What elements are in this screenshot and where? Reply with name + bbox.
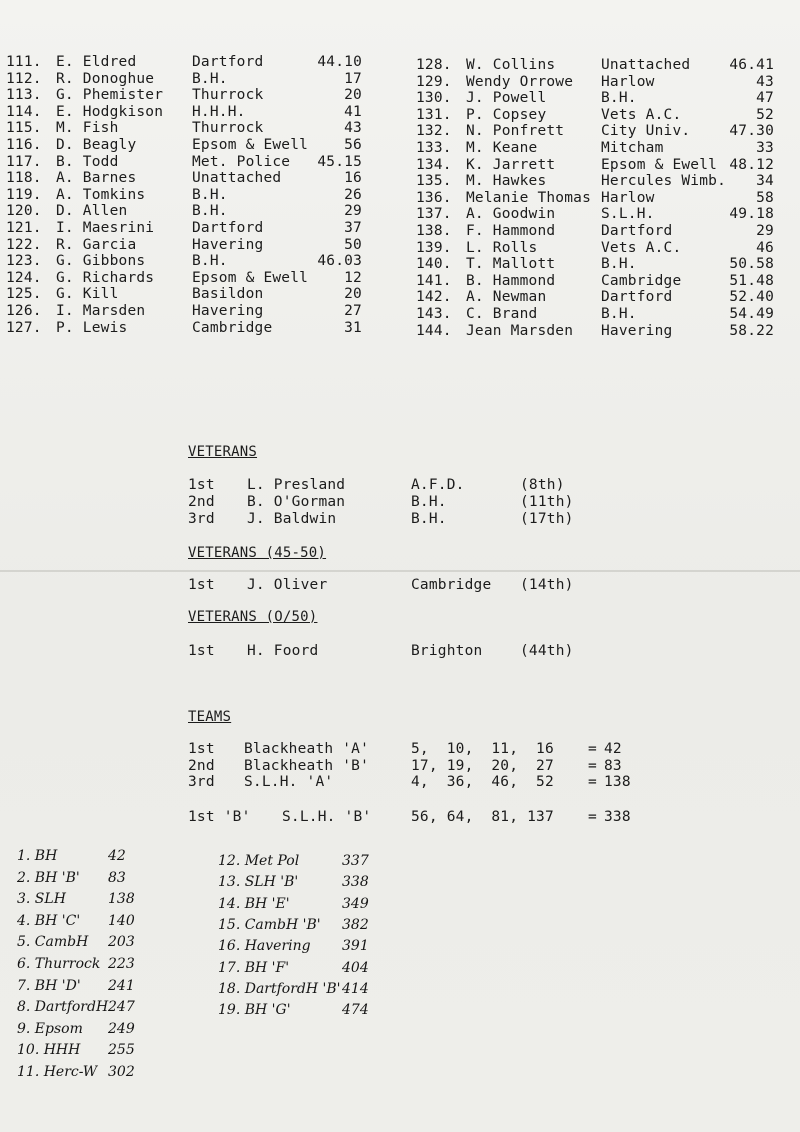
handwritten-team-score: 249 <box>108 1020 135 1037</box>
handwritten-team-label: 3. SLH <box>17 891 66 908</box>
handwritten-team-score: 391 <box>342 938 369 955</box>
veterans-o50-heading: VETERANS (O/50) <box>188 609 318 625</box>
result-position: 129. <box>416 73 452 90</box>
handwritten-team-label: 6. Thurrock <box>17 956 101 972</box>
runner-time: 27 <box>344 303 362 319</box>
result-row <box>6 71 362 88</box>
runner-club: B.H. <box>192 203 228 220</box>
team-name: S.L.H. 'A' <box>244 774 334 790</box>
result-position: 115. <box>6 120 42 137</box>
result-position: 140. <box>416 256 452 273</box>
runner-time: 58.22 <box>729 322 774 339</box>
result-row <box>6 253 362 270</box>
runner-time: 45.15 <box>317 153 362 170</box>
team-scores: 17, 19, 20, 27 <box>411 758 554 774</box>
result-row <box>6 237 362 254</box>
result-position: 111. <box>6 54 42 70</box>
award-place: 1st <box>188 477 215 493</box>
runner-time: 51.48 <box>729 272 774 289</box>
teams-heading: TEAMS <box>188 709 232 725</box>
runner-time: 26 <box>344 186 362 203</box>
result-position: 130. <box>416 90 452 107</box>
runner-time: 20 <box>344 87 362 104</box>
result-row <box>6 154 362 171</box>
runner-club: H.H.H. <box>192 103 246 120</box>
runner-club: City Univ. <box>601 123 691 140</box>
runner-time: 44.10 <box>317 54 362 70</box>
runner-name: Wendy Orrowe <box>466 73 574 90</box>
team-name: Blackheath 'B' <box>244 758 370 774</box>
result-row <box>416 123 774 140</box>
runner-name: A. Tomkins <box>56 186 146 203</box>
result-row <box>416 57 774 74</box>
team-total: 42 <box>604 741 622 757</box>
runner-name: A. Newman <box>466 289 547 306</box>
runner-name: I. Marsden <box>56 303 146 319</box>
runner-club: Vets A.C. <box>601 239 682 256</box>
runner-name: F. Hammond <box>466 223 556 239</box>
runner-name: G. Kill <box>56 286 119 303</box>
result-position: 134. <box>416 156 452 173</box>
award-name: B. O'Gorman <box>247 494 346 510</box>
runner-name: K. Jarrett <box>466 156 556 173</box>
handwritten-team-score: 247 <box>108 999 135 1016</box>
runner-time: 46 <box>756 239 774 256</box>
award-place: 1st <box>188 643 215 659</box>
runner-time: 31 <box>344 319 362 336</box>
runner-time: 43 <box>344 120 362 137</box>
award-name: J. Baldwin <box>247 511 337 527</box>
result-position: 127. <box>6 319 42 336</box>
runner-time: 54.49 <box>729 306 774 322</box>
runner-name: N. Ponfrett <box>466 123 565 140</box>
team-name: Blackheath 'A' <box>244 741 370 757</box>
runner-club: Unattached <box>192 170 282 187</box>
result-row <box>6 203 362 220</box>
result-row <box>416 206 774 223</box>
result-row <box>416 74 774 91</box>
result-row <box>416 273 774 290</box>
runner-club: S.L.H. <box>601 206 655 223</box>
runner-club: Vets A.C. <box>601 106 682 123</box>
result-position: 137. <box>416 206 452 223</box>
handwritten-team-score: 140 <box>108 912 135 929</box>
runner-name: G. Richards <box>56 269 155 286</box>
handwritten-team-label: 18. DartfordH 'B' <box>218 980 341 997</box>
runner-time: 16 <box>344 170 362 187</box>
result-row <box>6 303 362 320</box>
runner-name: P. Copsey <box>466 106 547 123</box>
team-scores: 56, 64, 81, 137 <box>411 809 554 825</box>
result-position: 142. <box>416 289 452 306</box>
award-place: 1st <box>188 577 215 593</box>
result-position: 143. <box>416 306 452 322</box>
result-row <box>6 170 362 187</box>
handwritten-team-score: 83 <box>108 869 126 886</box>
handwritten-team-label: 17. BH 'F' <box>218 959 290 976</box>
award-place: 3rd <box>188 511 215 527</box>
result-row <box>416 240 774 257</box>
result-row <box>6 120 362 137</box>
handwritten-team-score: 349 <box>342 895 369 912</box>
award-club: Brighton <box>411 643 483 659</box>
runner-time: 48.12 <box>729 156 774 173</box>
result-row <box>416 140 774 157</box>
result-row <box>6 187 362 204</box>
handwritten-team-label: 19. BH 'G' <box>218 1002 291 1019</box>
handwritten-team-label: 14. BH 'E' <box>218 895 290 912</box>
result-position: 118. <box>6 170 42 187</box>
runner-club: Dartford <box>601 289 673 306</box>
runner-club: Hercules Wimb. <box>601 173 727 190</box>
award-name: L. Presland <box>247 477 346 493</box>
runner-club: Harlow <box>601 189 655 206</box>
runner-name: B. Todd <box>56 153 119 170</box>
runner-time: 47 <box>756 90 774 107</box>
result-position: 141. <box>416 272 452 289</box>
result-row <box>6 220 362 237</box>
team-total: 83 <box>604 758 622 774</box>
handwritten-team-label: 11. Herc-W <box>17 1064 98 1080</box>
runner-time: 20 <box>344 286 362 303</box>
runner-name: T. Mallott <box>466 256 556 273</box>
runner-club: B.H. <box>601 306 637 322</box>
runner-time: 58 <box>756 189 774 206</box>
result-position: 126. <box>6 303 42 319</box>
result-position: 124. <box>6 269 42 286</box>
runner-club: Epsom & Ewell <box>192 137 309 153</box>
handwritten-team-label: 10. HHH <box>17 1042 81 1059</box>
result-position: 112. <box>6 70 42 87</box>
runner-club: Dartford <box>601 223 673 239</box>
award-position: (11th) <box>520 494 574 510</box>
result-position: 138. <box>416 223 452 239</box>
award-position: (17th) <box>520 511 574 527</box>
runner-time: 52.40 <box>729 289 774 306</box>
runner-name: M. Hawkes <box>466 173 547 190</box>
result-row <box>6 286 362 303</box>
runner-club: B.H. <box>192 70 228 87</box>
team-place: 1st 'B' <box>188 809 251 825</box>
result-position: 121. <box>6 220 42 236</box>
runner-time: 34 <box>756 173 774 190</box>
team-equals: = <box>588 758 597 774</box>
team-scores: 4, 36, 46, 52 <box>411 774 554 790</box>
runner-time: 52 <box>756 106 774 123</box>
runner-time: 29 <box>344 203 362 220</box>
runner-name: P. Lewis <box>56 319 128 336</box>
handwritten-team-label: 5. CambH <box>17 934 89 951</box>
result-row <box>416 90 774 107</box>
runner-name: R. Donoghue <box>56 70 155 87</box>
award-club: Cambridge <box>411 577 492 593</box>
runner-name: A. Goodwin <box>466 206 556 223</box>
result-row <box>416 306 774 323</box>
team-place: 2nd <box>188 758 215 774</box>
result-row <box>416 256 774 273</box>
result-position: 139. <box>416 239 452 256</box>
runner-time: 47.30 <box>729 123 774 140</box>
result-position: 119. <box>6 186 42 203</box>
award-club: A.F.D. <box>411 477 465 493</box>
handwritten-team-label: 8. DartfordH <box>17 999 109 1016</box>
result-position: 116. <box>6 137 42 153</box>
handwritten-team-label: 4. BH 'C' <box>17 912 81 929</box>
result-position: 117. <box>6 153 42 170</box>
runner-club: Cambridge <box>601 272 682 289</box>
result-row <box>6 270 362 287</box>
runner-club: Epsom & Ewell <box>192 269 309 286</box>
runner-name: Melanie Thomas <box>466 189 592 206</box>
runner-name: E. Hodgkison <box>56 103 164 120</box>
result-row <box>416 190 774 207</box>
runner-club: Harlow <box>601 73 655 90</box>
runner-club: Unattached <box>601 57 691 73</box>
runner-time: 50.58 <box>729 256 774 273</box>
result-position: 113. <box>6 87 42 104</box>
runner-club: Mitcham <box>601 140 664 156</box>
runner-club: B.H. <box>601 90 637 107</box>
team-total: 338 <box>604 809 631 825</box>
result-position: 131. <box>416 106 452 123</box>
handwritten-team-score: 223 <box>108 956 135 972</box>
handwritten-team-score: 404 <box>342 959 369 976</box>
team-name: S.L.H. 'B' <box>282 809 372 825</box>
handwritten-team-score: 338 <box>342 874 369 891</box>
team-scores: 5, 10, 11, 16 <box>411 741 554 757</box>
runner-name: L. Rolls <box>466 239 538 256</box>
handwritten-team-label: 15. CambH 'B' <box>218 916 321 933</box>
award-club: B.H. <box>411 494 447 510</box>
handwritten-team-score: 203 <box>108 934 135 951</box>
runner-club: Dartford <box>192 220 264 236</box>
runner-name: G. Phemister <box>56 87 164 104</box>
runner-club: Dartford <box>192 54 264 70</box>
runner-name: G. Gibbons <box>56 253 146 270</box>
handwritten-team-score: 474 <box>342 1002 369 1019</box>
team-equals: = <box>588 809 597 825</box>
handwritten-team-score: 138 <box>108 891 135 908</box>
result-position: 120. <box>6 203 42 220</box>
runner-name: B. Hammond <box>466 272 556 289</box>
runner-club: Epsom & Ewell <box>601 156 718 173</box>
result-position: 133. <box>416 140 452 156</box>
runner-club: B.H. <box>192 186 228 203</box>
result-row <box>6 320 362 337</box>
result-row <box>6 87 362 104</box>
runner-club: Havering <box>192 303 264 319</box>
result-row <box>416 289 774 306</box>
runner-time: 12 <box>344 269 362 286</box>
handwritten-team-label: 12. Met Pol <box>218 853 300 869</box>
team-equals: = <box>588 774 597 790</box>
handwritten-team-label: 1. BH <box>17 848 58 864</box>
runner-club: Met. Police <box>192 153 291 170</box>
handwritten-team-score: 302 <box>108 1064 135 1080</box>
runner-name: R. Garcia <box>56 236 137 253</box>
runner-club: Thurrock <box>192 87 264 104</box>
handwritten-team-label: 13. SLH 'B' <box>218 874 299 891</box>
runner-name: M. Fish <box>56 120 119 137</box>
runner-name: E. Eldred <box>56 54 137 70</box>
result-position: 122. <box>6 236 42 253</box>
runner-name: D. Beagly <box>56 137 137 153</box>
runner-club: Havering <box>601 322 673 339</box>
runner-time: 41 <box>344 103 362 120</box>
result-position: 144. <box>416 322 452 339</box>
award-position: (8th) <box>520 477 565 493</box>
handwritten-team-score: 414 <box>342 980 369 997</box>
runner-club: B.H. <box>192 253 228 270</box>
result-position: 132. <box>416 123 452 140</box>
team-place: 1st <box>188 741 215 757</box>
result-row <box>416 157 774 174</box>
runner-club: Basildon <box>192 286 264 303</box>
result-row <box>6 54 362 71</box>
award-club: B.H. <box>411 511 447 527</box>
team-place: 3rd <box>188 774 215 790</box>
team-total: 138 <box>604 774 631 790</box>
runner-name: D. Allen <box>56 203 128 220</box>
handwritten-team-score: 382 <box>342 916 369 933</box>
runner-club: Cambridge <box>192 319 273 336</box>
runner-time: 49.18 <box>729 206 774 223</box>
runner-time: 50 <box>344 236 362 253</box>
award-place: 2nd <box>188 494 215 510</box>
handwritten-team-score: 337 <box>342 853 369 869</box>
handwritten-team-label: 9. Epsom <box>17 1020 83 1037</box>
award-position: (14th) <box>520 577 574 593</box>
handwritten-team-score: 255 <box>108 1042 135 1059</box>
result-row <box>416 323 774 340</box>
team-equals: = <box>588 741 597 757</box>
result-position: 125. <box>6 286 42 303</box>
veterans-45-50-heading: VETERANS (45-50) <box>188 545 327 561</box>
runner-name: J. Powell <box>466 90 547 107</box>
award-name: H. Foord <box>247 643 319 659</box>
result-position: 123. <box>6 253 42 270</box>
result-row <box>416 223 774 240</box>
runner-time: 46.03 <box>317 253 362 270</box>
runner-time: 29 <box>756 223 774 239</box>
runner-club: Thurrock <box>192 120 264 137</box>
result-row <box>6 104 362 121</box>
runner-club: B.H. <box>601 256 637 273</box>
runner-time: 37 <box>344 220 362 236</box>
result-row <box>416 107 774 124</box>
runner-name: A. Barnes <box>56 170 137 187</box>
handwritten-team-label: 7. BH 'D' <box>17 977 81 994</box>
handwritten-team-score: 42 <box>108 848 126 864</box>
result-row <box>416 173 774 190</box>
result-position: 114. <box>6 103 42 120</box>
handwritten-team-score: 241 <box>108 977 135 994</box>
veterans-heading: VETERANS <box>188 444 258 460</box>
runner-name: Jean Marsden <box>466 322 574 339</box>
runner-name: W. Collins <box>466 57 556 73</box>
runner-time: 56 <box>344 137 362 153</box>
runner-time: 33 <box>756 140 774 156</box>
runner-time: 46.41 <box>729 57 774 73</box>
runner-name: M. Keane <box>466 140 538 156</box>
award-name: J. Oliver <box>247 577 328 593</box>
runner-club: Havering <box>192 236 264 253</box>
runner-name: C. Brand <box>466 306 538 322</box>
runner-name: I. Maesrini <box>56 220 155 236</box>
result-position: 128. <box>416 57 452 73</box>
result-position: 136. <box>416 189 452 206</box>
award-position: (44th) <box>520 643 574 659</box>
result-row <box>6 137 362 154</box>
handwritten-team-label: 16. Havering <box>218 938 311 955</box>
runner-time: 17 <box>344 70 362 87</box>
runner-time: 43 <box>756 73 774 90</box>
paper-fold <box>0 570 800 572</box>
result-position: 135. <box>416 173 452 190</box>
handwritten-team-label: 2. BH 'B' <box>17 869 80 886</box>
